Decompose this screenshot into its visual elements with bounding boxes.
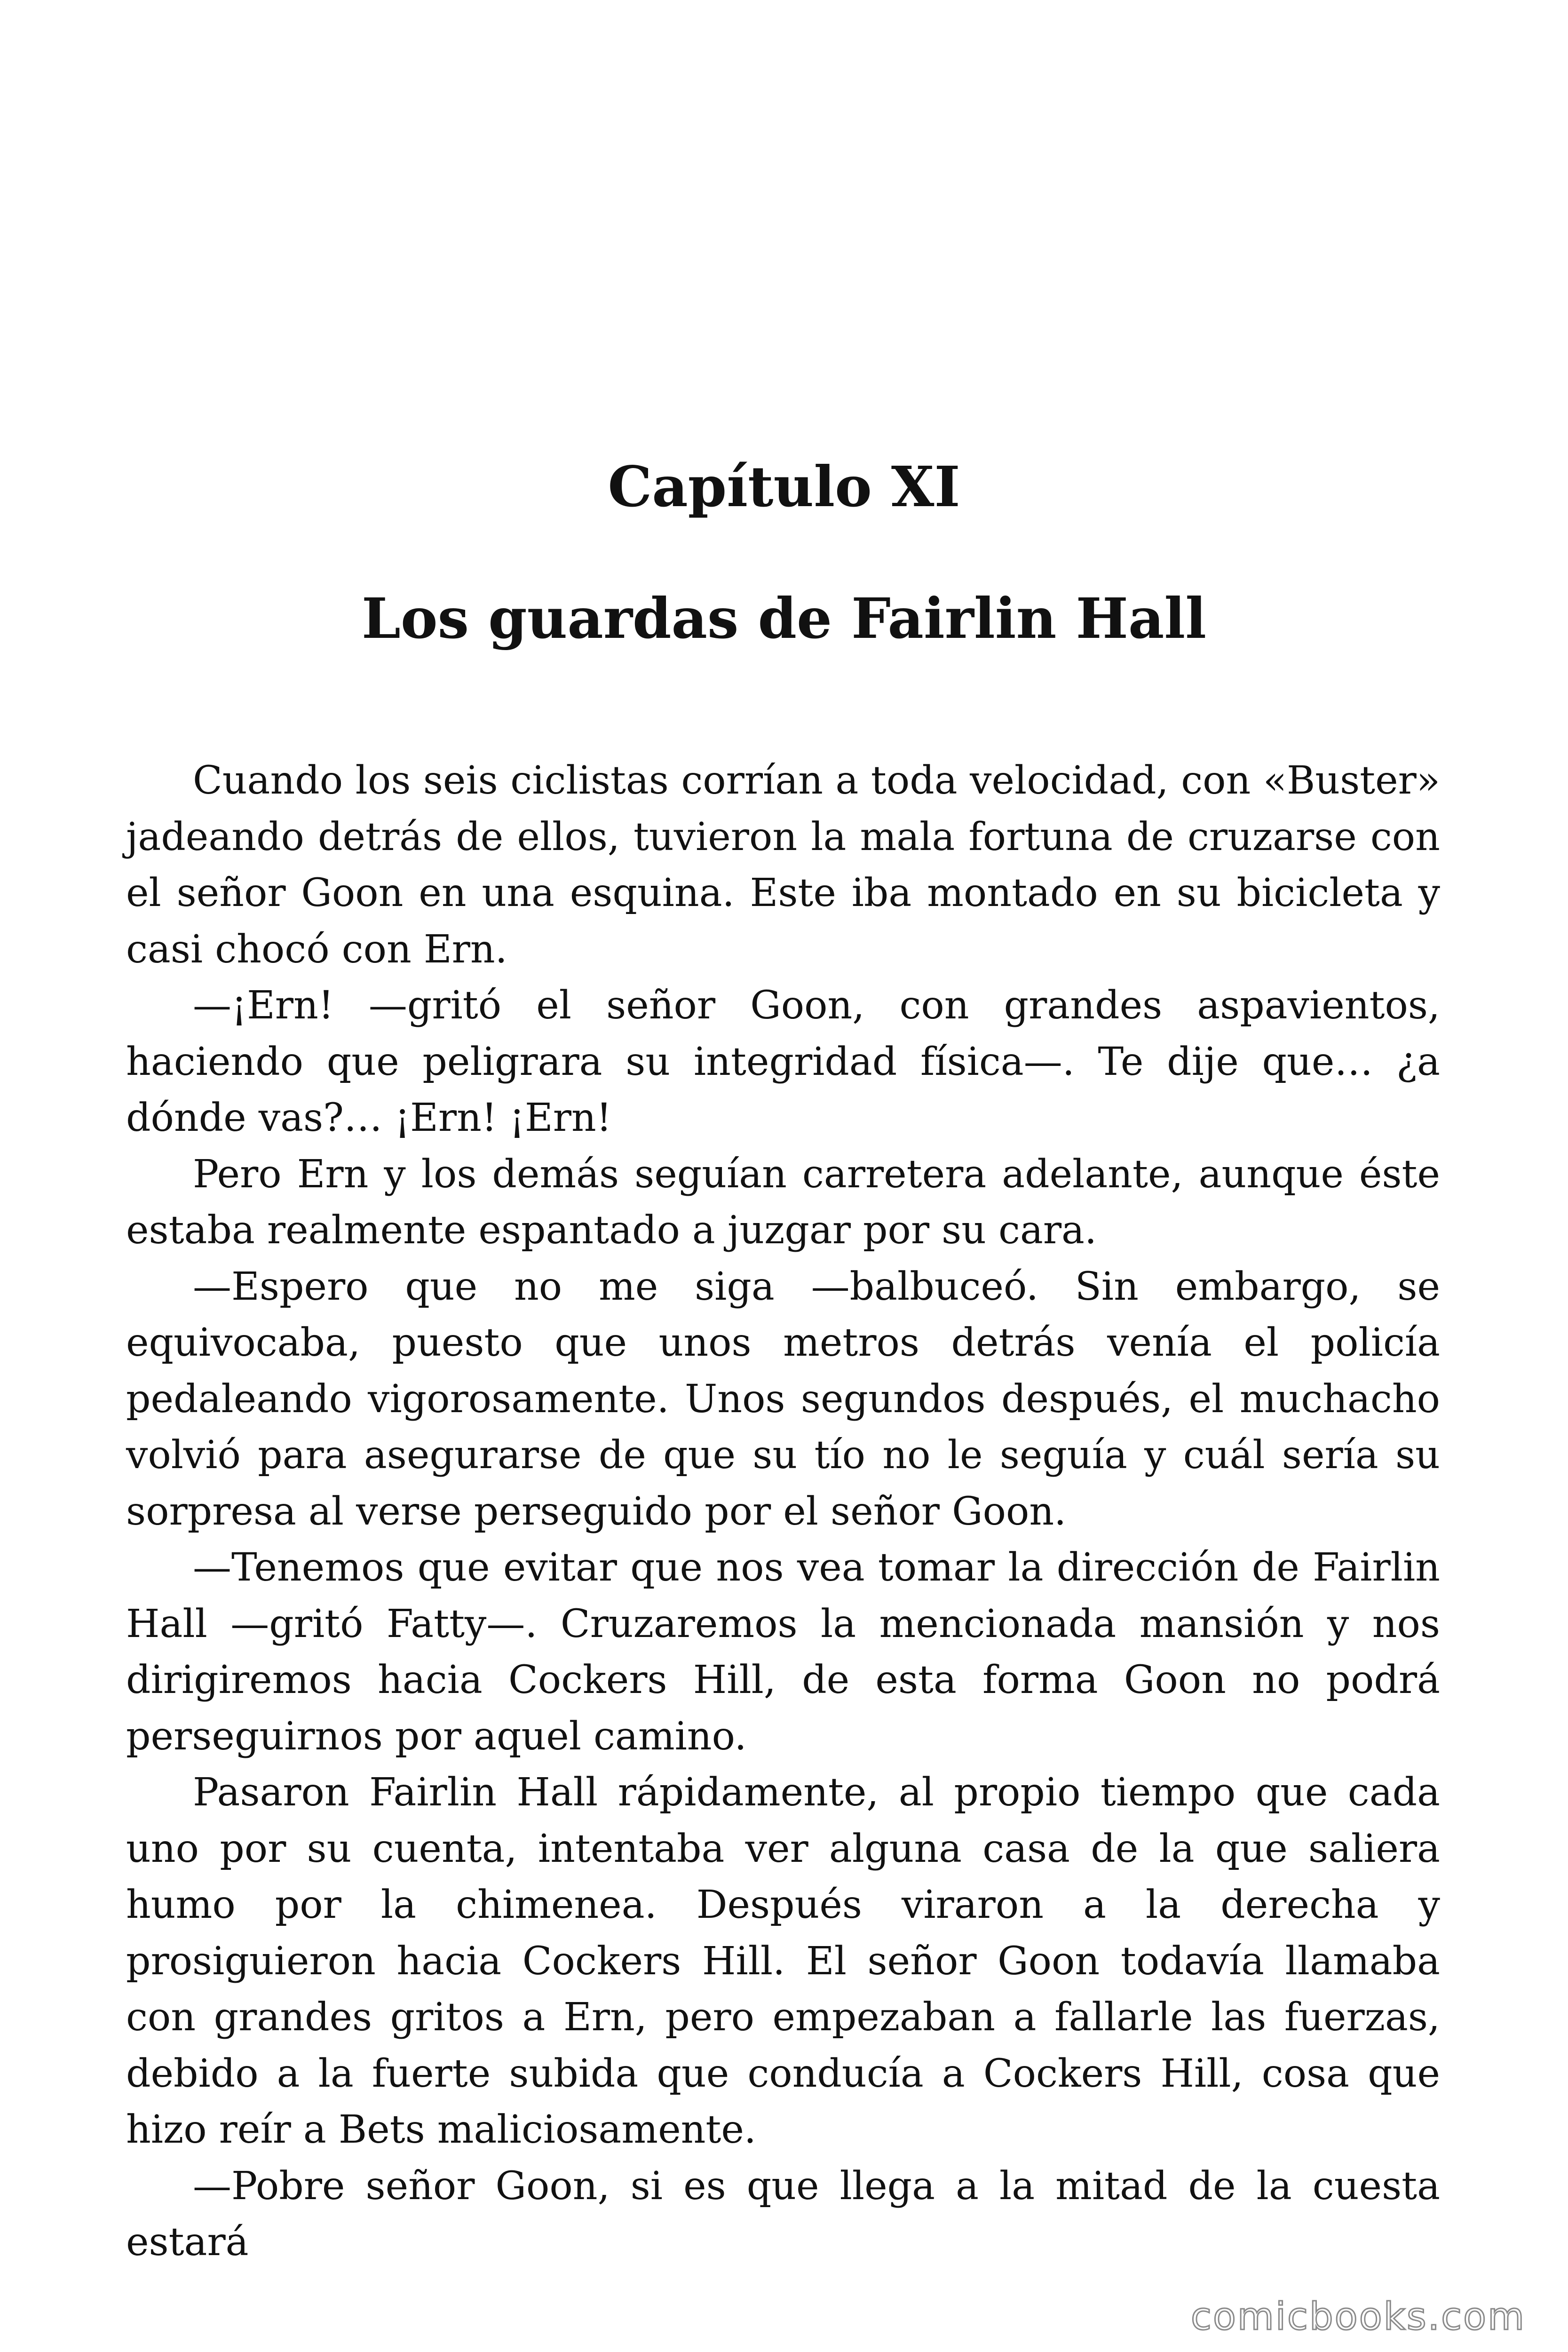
paragraph: —¡Ern! —gritó el señor Goon, con grandes aspavientos, haciendo que peligrara su integridad física—. Te dije que… ¿a dónde vas?… ¡Ern! ¡Ern! [126,983,1440,1140]
watermark-text: comicbooks.com [1190,2295,1526,2338]
chapter-number: Capítulo XI [608,454,960,519]
paragraph: Cuando los seis ciclistas corrían a toda velocidad, con «Buster» jadeando detrás de ellos, tuvieron la mala fortuna de cruzarse con el señor Goon en una esquina. Este iba montado en su bicicleta y casi chocó con Ern. [126,758,1440,972]
paragraph: —Espero que no me siga —balbuceó. Sin embargo, se equivocaba, puesto que unos metros detrás venía el policía pedaleando vigorosamente. Unos segundos después, el muchacho volvió para asegurarse de que su tío no le seguía y cuál sería su sorpresa al verse perseguido por el señor Goon. [126,1264,1440,1534]
paragraph: —Tenemos que evitar que nos vea tomar la dirección de Fairlin Hall —gritó Fatty—. Cruzaremos la mencionada mansión y nos dirigiremos hacia Cockers Hill, de esta forma Goon no podrá perseguirnos por aquel camino. [126,1545,1440,1759]
chapter-body [126,753,1440,2271]
chapter-title: Los guardas de Fairlin Hall [361,586,1207,651]
paragraph: Pasaron Fairlin Hall rápidamente, al propio tiempo que cada uno por su cuenta, intentaba ver alguna casa de la que saliera humo por la chimenea. Después viraron a la derecha y prosiguieron hacia Cockers Hill. El señor Goon todavía llamaba con grandes gritos a Ern, pero empezaban a fallarle las fuerzas, debido a la fuerte subida que conducía a Cockers Hill, cosa que hizo reír a Bets maliciosamente. [126,1770,1440,2152]
paragraph: Pero Ern y los demás seguían carretera adelante, aunque éste estaba realmente espantado a juzgar por su cara. [126,1152,1440,1253]
paragraph: —Pobre señor Goon, si es que llega a la mitad de la cuesta estará [126,2163,1440,2265]
